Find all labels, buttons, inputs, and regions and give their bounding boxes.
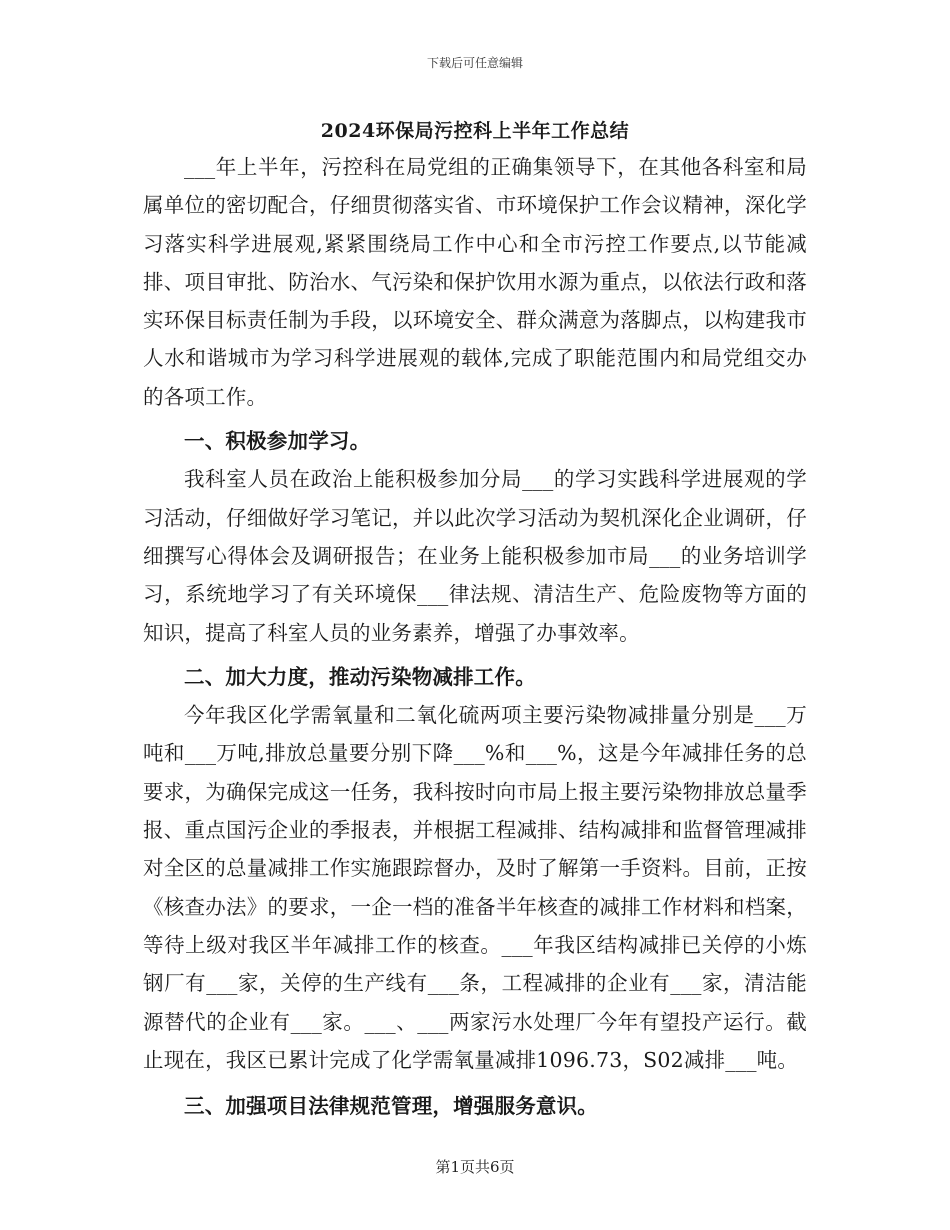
- section-3-heading: 三、加强项目法律规范管理，增强服务意识。: [184, 1094, 598, 1119]
- section-1-heading: 一、积极参加学习。: [184, 429, 371, 454]
- header-note: 下载后可任意编辑: [426, 56, 523, 70]
- page-footer: 第1页共6页: [435, 1158, 515, 1176]
- section-2-paragraph: 今年我区化学需氧量和二氧化硫两项主要污染物减排量分别是___万吨和___万吨,排放总量要分别下降___%和___%，这是今年减排任务的总要求，为确保完成这一任务，我科按时向市局上报主要污染物排放总量季报、重点国污企业的季报表，并根据工程减排、结构减排和监督管理减排对全区的总量减排工作实施跟踪督办，及时了解第一手资料。目前，正按《核查办法》的要求，一企一档的准备半年核查的减排工作材料和档案，等待上级对我区半年减排工作的核查。___年我区结构减排已关停的小炼钢厂有___家，关停的生产线有___条，工程减排的企业有___家，清洁能源替代的企业有___家。___、___两家污水处理厂今年有望投产运行。截止现在，我区已累计完成了化学需氧量减排1096.73，S02减排___吨。: [143, 703, 807, 1072]
- document-body: [143, 148, 807, 1125]
- section-2-heading: 二、加大力度，推动污染物减排工作。: [184, 664, 536, 689]
- intro-paragraph: ___年上半年，污控科在局党组的正确集领导下，在其他各科室和局属单位的密切配合，仔细贯彻落实省、市环境保护工作会议精神，深化学习落实科学进展观,紧紧围绕局工作中心和全市污控工作要点,以节能减排、项目审批、防治水、气污染和保护饮用水源为重点，以依法行政和落实环保目标责任制为手段，以环境安全、群众满意为落脚点，以构建我市人水和谐城市为学习科学进展观的载体,完成了职能范围内和局党组交办的各项工作。: [143, 155, 807, 409]
- document-title: 2024环保局污控科上半年工作总结: [320, 120, 630, 142]
- section-1-paragraph: 我科室人员在政治上能积极参加分局___的学习实践科学进展观的学习活动，仔细做好学习笔记，并以此次学习活动为契机深化企业调研，仔细撰写心得体会及调研报告；在业务上能积极参加市局___的业务培训学习，系统地学习了有关环境保___律法规、清洁生产、危险废物等方面的知识，提高了科室人员的业务素养，增强了办事效率。: [143, 467, 807, 645]
